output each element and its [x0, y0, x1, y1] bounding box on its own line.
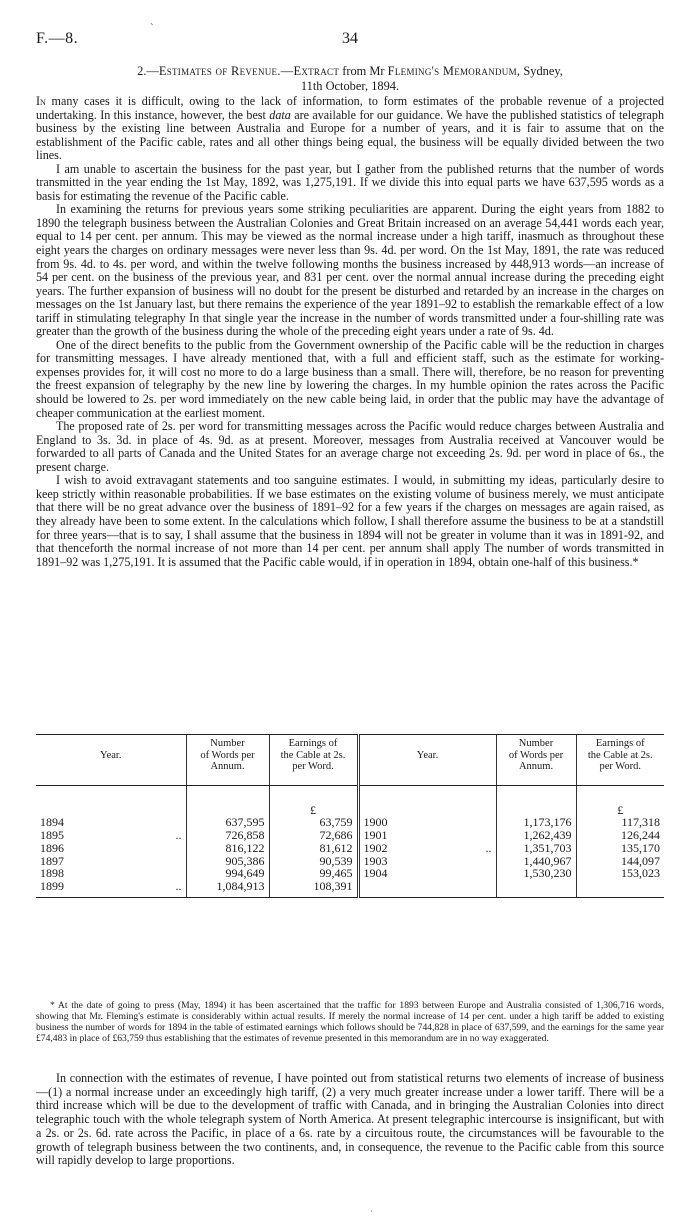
row-year: 1900	[363, 815, 388, 830]
title-suffix: Sydney,	[520, 64, 563, 78]
row-earnings: 144,097	[576, 855, 664, 868]
row-year: 1899	[40, 879, 64, 894]
footnote	[36, 1000, 664, 1044]
paragraph-7: In connection with the estimates of revenue, I have pointed out from statistical returns two elements of increase of business—(1) a normal increase under an exceedingly high tariff, (2) a very much greater increase under a lower tariff. There will be a third increase which will be due to the development of traffic with Canada, and in bringing the Australian Colonies into direct telegraphic touch with the whole telegraph system of North America. At present telegraphic intercourse is insignificant, but with a 2s. or 2s. 6d. rate across the Pacific, in place of a 6s. rate by a circuitous route, the circumstances will be favourable to the growth of telegraph business between the two continents, and, in consequence, the revenue to the Pacific cable from this source will rapidly develop to large proportions.	[36, 1071, 664, 1168]
row-year: 1901	[363, 828, 388, 843]
paragraph-1-lead: In	[36, 94, 46, 108]
row-earnings: 72,686	[269, 829, 358, 842]
paragraph-1	[36, 95, 664, 163]
row-words: 905,386	[186, 855, 269, 868]
paragraph-4: One of the direct benefits to the public from the Government ownership of the Pacific cable will be the reduction in charges for transmitting messages. I have already mentioned that, with a full and efficient staff, such as the estimate for working-expenses provides for, it will cost no more to do a large business than a small. There will, therefore, be no reason for preventing the freest expansion of telegraphy by the new line by lowering the charges. In my humble opinion the rates across the Pacific should be lowered to 2s. per word immediately on the new cable being laid, in order that the public may have the advantage of cheaper communication at the earliest moment.	[36, 337, 664, 420]
row-earnings: 153,023	[576, 867, 664, 880]
section-title	[36, 64, 664, 94]
row-year: 1896	[40, 840, 64, 855]
stray-mark: `	[150, 22, 154, 34]
row-earnings: 108,391	[269, 880, 358, 897]
row-earnings: 117,318	[576, 816, 664, 829]
paragraph-1-italic: data	[269, 107, 291, 122]
table-row: 1895 .. 726,858 72,686 1901 1,262,439 126,244	[36, 829, 664, 842]
row-earnings: 63,759	[269, 816, 358, 829]
row-year: 1895	[40, 828, 64, 843]
row-year: 1904	[363, 866, 388, 881]
title-mid: from Mr	[339, 64, 388, 78]
row-words: 637,595	[186, 816, 269, 829]
body-text	[36, 95, 664, 569]
table-row: 1896 816,122 81,612 1902 .. 1,351,703 135,170	[36, 842, 664, 855]
earnings-table	[36, 734, 664, 898]
table-spacer-row	[36, 785, 664, 804]
title-small-caps-2: Fleming's Memorandum,	[387, 64, 521, 78]
row-earnings: 135,170	[576, 842, 664, 855]
header-words-right: Number of Words per Annum.	[496, 735, 576, 786]
header-earnings-right: Earnings of the Cable at 2s. per Word.	[576, 735, 664, 786]
row-earnings: 90,539	[269, 855, 358, 868]
row-words: 1,530,230	[496, 867, 576, 880]
table-row: 1899 .. 1,084,913 108,391	[36, 880, 664, 897]
paragraph-3: In examining the returns for previous years some striking peculiarities are apparent. During the eight years from 1882 to 1890 the telegraph business between the Australian Colonies and Great Britain increased on an average 54,441 words each year, equal to 14 per cent. per annum. This may be viewed as the normal increase under a high tariff, inasmuch as throughout these eight years the charges on ordinary messages were never less than 9s. 4d. per word. On the 1st May, 1891, the rate was reduced from 9s. 4d. to 4s. per word, and within the twelve following months the business increased by 448,913 words—an increase of 54 per cent. on the business of the previous year, and 831 per cent. over the normal annual increase during the preceding eight years. The further expansion of business will no doubt for the present be disturbed and retarded by an increase in the charges on messages on the 1st January last, but there remains the experience of the year 1891–92 to establish the remarkable effect of a low tariff in stimulating telegraphy In that single year the increase in the number of words transmitted under a four-shilling rate was greater than the growth of the business during the whole of the preceding eight years under a rate of 9s. 4d.	[36, 202, 664, 339]
paragraph-1-rest: are available for our guidance. We have the published statistics of telegraph business by the existing line between Australia and Europe for a number of years, and it is fair to assume that on the establishment of the Pacific cable, rates and all other things being equal, the business will be equally divided between the two lines.	[36, 107, 664, 163]
row-earnings: 81,612	[269, 842, 358, 855]
body-text-continued	[36, 1072, 664, 1168]
row-words: 1,262,439	[496, 829, 576, 842]
row-words: 994,649	[186, 867, 269, 880]
document-reference: F.—8.	[36, 30, 79, 47]
row-words: 1,351,703	[496, 842, 576, 855]
row-year: 1898	[40, 866, 64, 881]
title-prefix: 2.—	[137, 64, 159, 78]
row-earnings: 126,244	[576, 829, 664, 842]
row-words: 726,858	[186, 829, 269, 842]
table-header-row	[36, 735, 664, 786]
row-year: 1894	[40, 815, 64, 830]
header-words-left: Number of Words per Annum.	[186, 735, 269, 786]
row-year: 1903	[363, 853, 388, 868]
title-date: 11th October, 1894.	[300, 79, 400, 93]
row-words: 1,440,967	[496, 855, 576, 868]
row-earnings: 99,465	[269, 867, 358, 880]
paragraph-1-text: many cases it is difficult, owing to the lack of information, to form estimates of the probable revenue of a projected undertaking. In this instance, however, the best	[36, 94, 664, 122]
header-year-left: Year.	[36, 735, 186, 786]
row-year: 1902	[363, 840, 388, 855]
row-year: 1897	[40, 853, 64, 868]
row-words: 1,084,913	[186, 880, 269, 897]
page-number: 34	[342, 30, 358, 47]
stray-dot: ·	[370, 1207, 373, 1216]
currency-symbol-left: £	[269, 804, 358, 817]
row-words: 816,122	[186, 842, 269, 855]
paragraph-6: I wish to avoid extravagant statements and too sanguine estimates. I would, in submitting my ideas, particularly desire to keep strictly within reasonable probabilities. If we base estimates on the existing volume of business merely, we must anticipate that there will be no great advance over the business of 1891–92 for a few years if the charges on messages are again raised, as they already have been to some extent. In the calculations which follow, I shall therefore assume the business to be at a standstill for three years—that is to say, I shall assume that the business in 1894 will not be greater in volume than it was in 1891-92, and that thenceforth the normal increase of not more than 14 per cent. per annum shall apply The number of words transmitted in 1891–92 was 1,275,191. It is assumed that the Pacific cable would, if in operation in 1894, obtain one-half of this business.*	[36, 473, 664, 569]
header-year-right: Year.	[358, 735, 496, 786]
footnote-text: * At the date of going to press (May, 1894) it has been ascertained that the traffic for 1893 between Europe and Australia consisted of 1,306,716 words, showing that Mr. Fleming's estimate is considerably within actual results. If merely the normal increase of 14 per cent. under a high tariff be added to existing business the number of words for 1894 in the table of estimated earnings which follows should be 744,828 in place of 637,599, and the earnings for the same year £74,483 in place of £63,759 thus establishing that the estimates of revenue presented in this memorandum are in no way exaggerated.	[36, 1000, 664, 1044]
title-small-caps-1: Estimates of Revenue.—Extract	[158, 64, 340, 78]
row-words: 1,173,176	[496, 816, 576, 829]
paragraph-5: The proposed rate of 2s. per word for transmitting messages across the Pacific would reduce charges between Australia and England to 3s. 3d. in place of 4s. 9d. as at present. Moreover, messages from Australia received at Vancouver would be forwarded to all parts of Canada and the United States for an average charge not exceeding 2s. 9d. per word in place of 6s., the present charge.	[36, 419, 664, 474]
header-earnings-left: Earnings of the Cable at 2s. per Word.	[269, 735, 358, 786]
currency-symbol-right: £	[576, 804, 664, 817]
paragraph-2: I am unable to ascertain the business for the past year, but I gather from the published returns that the number of words transmitted in the year ending the 1st May, 1892, was 1,275,191. If we divide this into equal parts we have 637,595 words as a basis for estimating the revenue of the Pacific cable.	[36, 161, 664, 203]
